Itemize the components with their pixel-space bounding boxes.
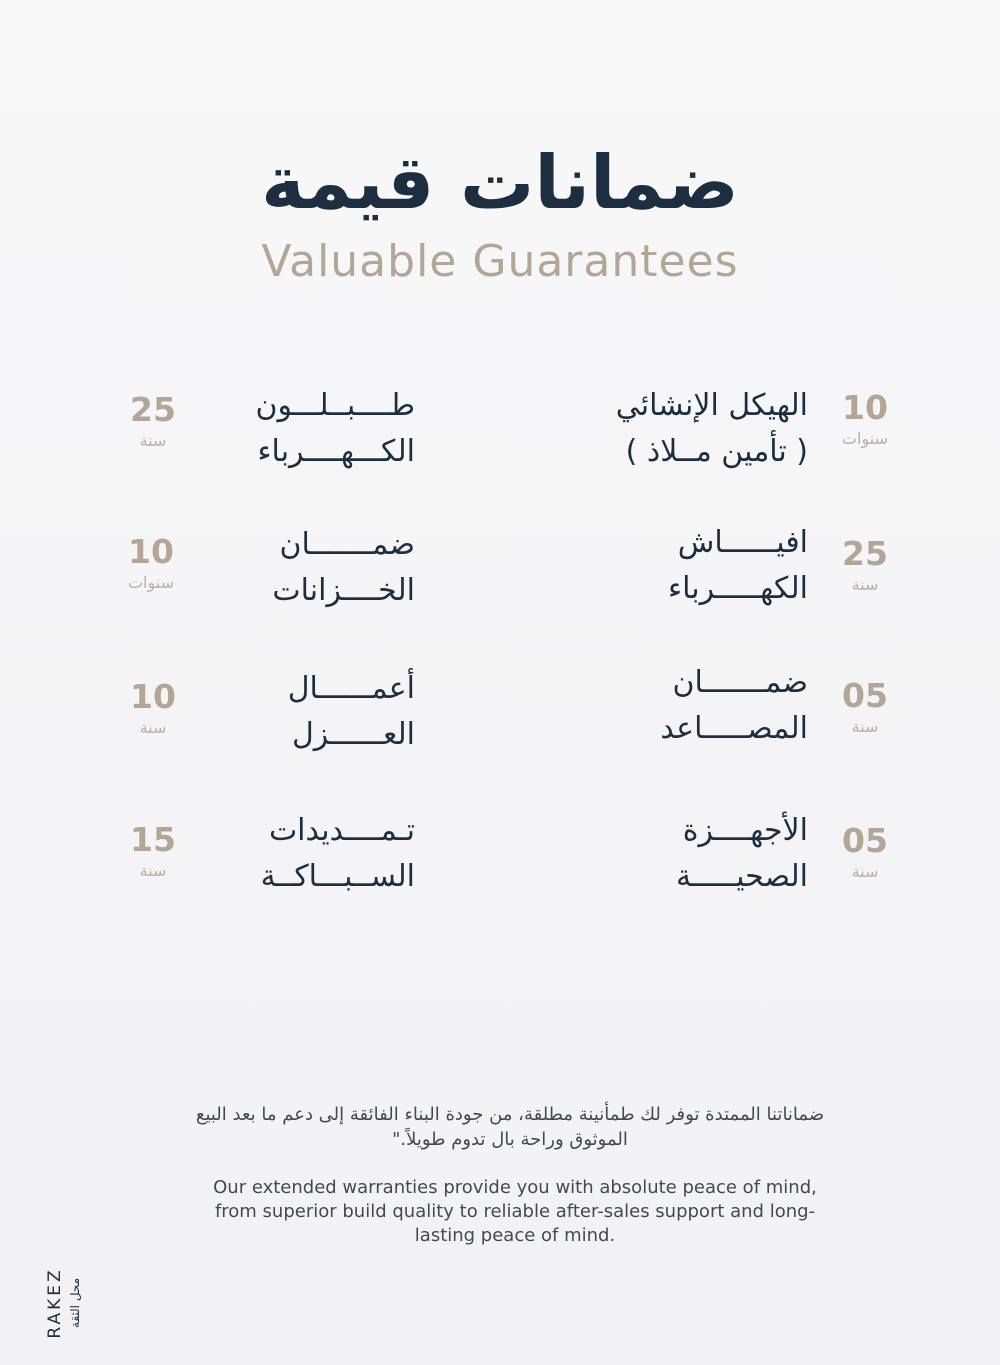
guarantee-unit: سنة	[851, 717, 879, 736]
guarantee-plumbing	[215, 808, 415, 900]
guarantee-label-line2: الســبـــاكــة	[260, 859, 415, 894]
guarantee-years: 10	[130, 677, 176, 716]
rakez-logo	[40, 1255, 90, 1350]
guarantee-unit: سنة	[851, 575, 879, 594]
guarantee-duration	[820, 534, 910, 596]
guarantee-label-line1: الهيكل الإنشائي	[615, 388, 808, 423]
guarantee-electrical-panel	[215, 383, 415, 475]
guarantee-label-line1: ضمـــــــان	[279, 527, 415, 562]
page-title-arabic: ضمانات قيمة	[261, 140, 739, 226]
guarantee-label-line1: تـمــــديدات	[268, 813, 415, 848]
guarantee-elevators	[608, 660, 808, 752]
guarantee-duration	[108, 390, 198, 452]
guarantee-years: 10	[842, 388, 888, 427]
footer-text-arabic: ضماناتنا الممتدة توفر لك طمأنينة مطلقة، من جودة البناء الفائقة إلى دعم ما بعد البيع الموثوق وراحة بال تدوم طويلاً."	[195, 1104, 825, 1150]
guarantee-label-line2: المصـــــاعد	[660, 711, 808, 746]
guarantee-label-line2: العــــــزل	[291, 717, 415, 752]
guarantee-unit: سنوات	[127, 573, 174, 592]
guarantee-duration	[820, 388, 910, 450]
guarantee-tanks	[215, 522, 415, 614]
guarantee-duration	[106, 532, 196, 594]
guarantee-label-line1: طــــبــلـــون	[255, 388, 415, 423]
guarantee-structure	[608, 383, 808, 475]
guarantee-years: 25	[842, 534, 888, 573]
guarantee-unit: سنة	[139, 431, 167, 450]
guarantee-duration	[820, 821, 910, 883]
guarantee-years: 15	[130, 820, 176, 859]
guarantee-years: 05	[842, 821, 888, 860]
guarantee-label-line2: الكهـــــرباء	[668, 571, 808, 606]
guarantee-years: 10	[128, 532, 174, 571]
guarantee-label-line2: ( تأمين مــلاذ )	[625, 434, 808, 469]
guarantee-label-line2: الصحيـــــة	[676, 859, 808, 894]
guarantee-label-line1: الأجهــــزة	[682, 813, 808, 848]
footer-text-english: Our extended warranties provide you with absolute peace of mind, from superior build quality to reliable after-sales support and long-lasting peace of mind.	[213, 1177, 817, 1246]
guarantee-insulation	[215, 666, 415, 758]
guarantee-unit: سنة	[139, 861, 167, 880]
guarantee-label-line1: ضمـــــــان	[672, 665, 808, 700]
guarantee-years: 25	[130, 390, 176, 429]
guarantee-sanitary-fixtures	[608, 808, 808, 900]
guarantee-unit: سنوات	[841, 429, 888, 448]
guarantee-years: 05	[842, 676, 888, 715]
logo-wordmark-arabic: محل الثقة	[68, 1277, 82, 1328]
guarantee-duration	[820, 676, 910, 738]
guarantee-electrical-sockets	[608, 520, 808, 612]
logo-wordmark-english: RAKEZ	[45, 1266, 65, 1339]
guarantee-duration	[108, 677, 198, 739]
guarantee-unit: سنة	[139, 718, 167, 737]
guarantee-label-line1: أعمــــــال	[287, 671, 415, 706]
guarantee-label-line2: الخــــزانات	[272, 573, 415, 608]
guarantee-label-line2: الكـــهــــرباء	[257, 434, 415, 469]
guarantee-duration	[108, 820, 198, 882]
guarantee-label-line1: افيــــــاش	[677, 525, 808, 560]
guarantee-unit: سنة	[851, 862, 879, 881]
page-title-english: Valuable Guarantees	[261, 236, 739, 287]
